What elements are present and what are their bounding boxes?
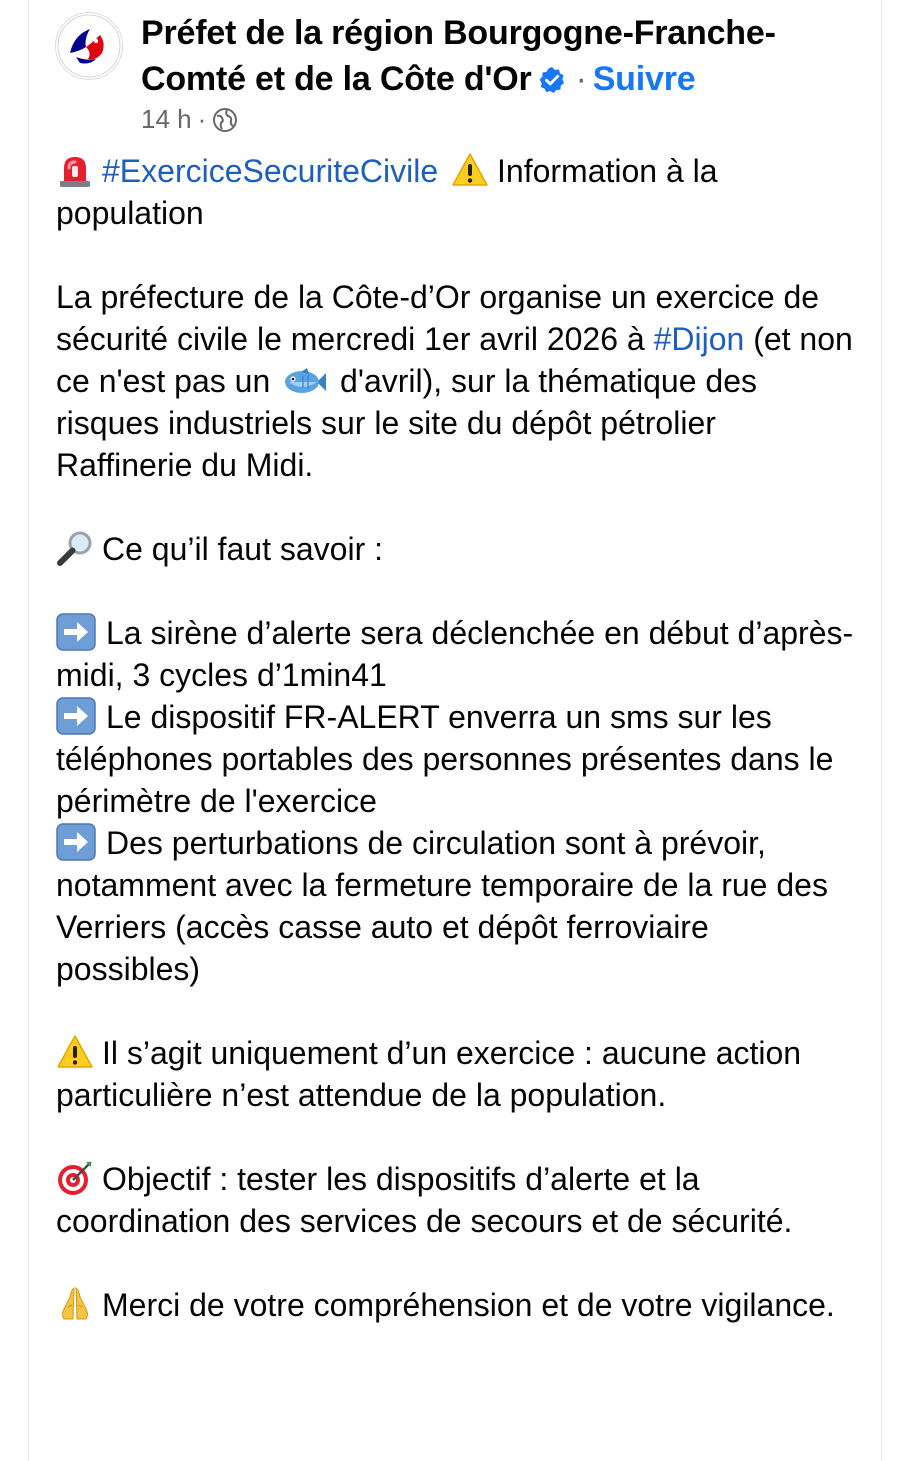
intro-paragraph [56, 150, 856, 234]
warning-icon [451, 151, 489, 189]
warning-paragraph [56, 1032, 856, 1116]
intro-text: Information à la population [56, 153, 718, 231]
bullet-text: Le dispositif FR-ALERT enverra un sms sur les téléphones portables des personnes présentes dans le périmètre de l'exercice [56, 699, 834, 819]
fish-icon [283, 366, 327, 398]
right-arrow-icon [56, 823, 96, 861]
objectif-paragraph [56, 1158, 856, 1242]
objectif-text: Objectif : tester les dispositifs d’alerte et la coordination des services de secours et de sécurité. [56, 1161, 793, 1239]
savoir-heading [56, 528, 856, 570]
follow-button[interactable]: Suivre [592, 60, 696, 98]
paragraph-exercise [56, 276, 856, 486]
warning-text: Il s’agit uniquement d’un exercice : aucune action particulière n’est attendue de la population. [56, 1035, 802, 1113]
author-name-line2[interactable]: Comté et de la Côte d'Or [141, 60, 532, 98]
bullet-text: Des perturbations de circulation sont à prévoir, notamment avec la fermeture temporaire de la rue des Verriers (accès casse auto et dépôt ferroviaire possibles) [56, 825, 828, 987]
marianne-logo-icon [56, 13, 122, 79]
hashtag-exercice-securite-civile[interactable]: #ExerciceSecuriteCivile [102, 153, 439, 189]
bullet-text: La sirène d’alerte sera déclenchée en début d’après-midi, 3 cycles d’1min41 [56, 615, 854, 693]
globe-icon[interactable] [212, 105, 238, 131]
merci-paragraph [56, 1284, 856, 1326]
hashtag-dijon[interactable]: #Dijon [653, 321, 745, 357]
post-timestamp[interactable]: 14 h [141, 104, 192, 134]
target-icon [56, 1159, 94, 1197]
post-header [141, 10, 841, 102]
bullet-item [56, 822, 856, 990]
verified-badge-icon [538, 60, 566, 88]
follow-separator: · [575, 60, 587, 98]
rotating-light-icon [56, 151, 94, 189]
para1-text-middle: (et non ce n'est pas un [56, 321, 853, 399]
post-body [56, 150, 856, 1326]
folded-hands-icon [56, 1285, 94, 1323]
magnifying-glass-icon [56, 529, 94, 567]
warning-icon [56, 1033, 94, 1071]
para1-text-start: La préfecture de la Côte-d’Or organise un exercice de sécurité civile le mercredi 1er avril 2026 à [56, 279, 820, 357]
bullet-item [56, 612, 856, 696]
meta-dot: · [197, 104, 207, 134]
author-name-line2-row [141, 56, 841, 102]
merci-text: Merci de votre compréhension et de votre vigilance. [102, 1287, 835, 1323]
post-meta [141, 100, 238, 138]
author-avatar[interactable] [55, 12, 123, 80]
savoir-text: Ce qu’il faut savoir : [102, 531, 384, 567]
right-arrow-icon [56, 613, 96, 651]
bullet-item [56, 696, 856, 822]
para1-text-end: d'avril), sur la thématique des risques industriels sur le site du dépôt pétrolier Raffinerie du Midi. [56, 363, 757, 483]
right-arrow-icon [56, 697, 96, 735]
author-name-line1[interactable]: Préfet de la région Bourgogne-Franche- [141, 14, 776, 52]
